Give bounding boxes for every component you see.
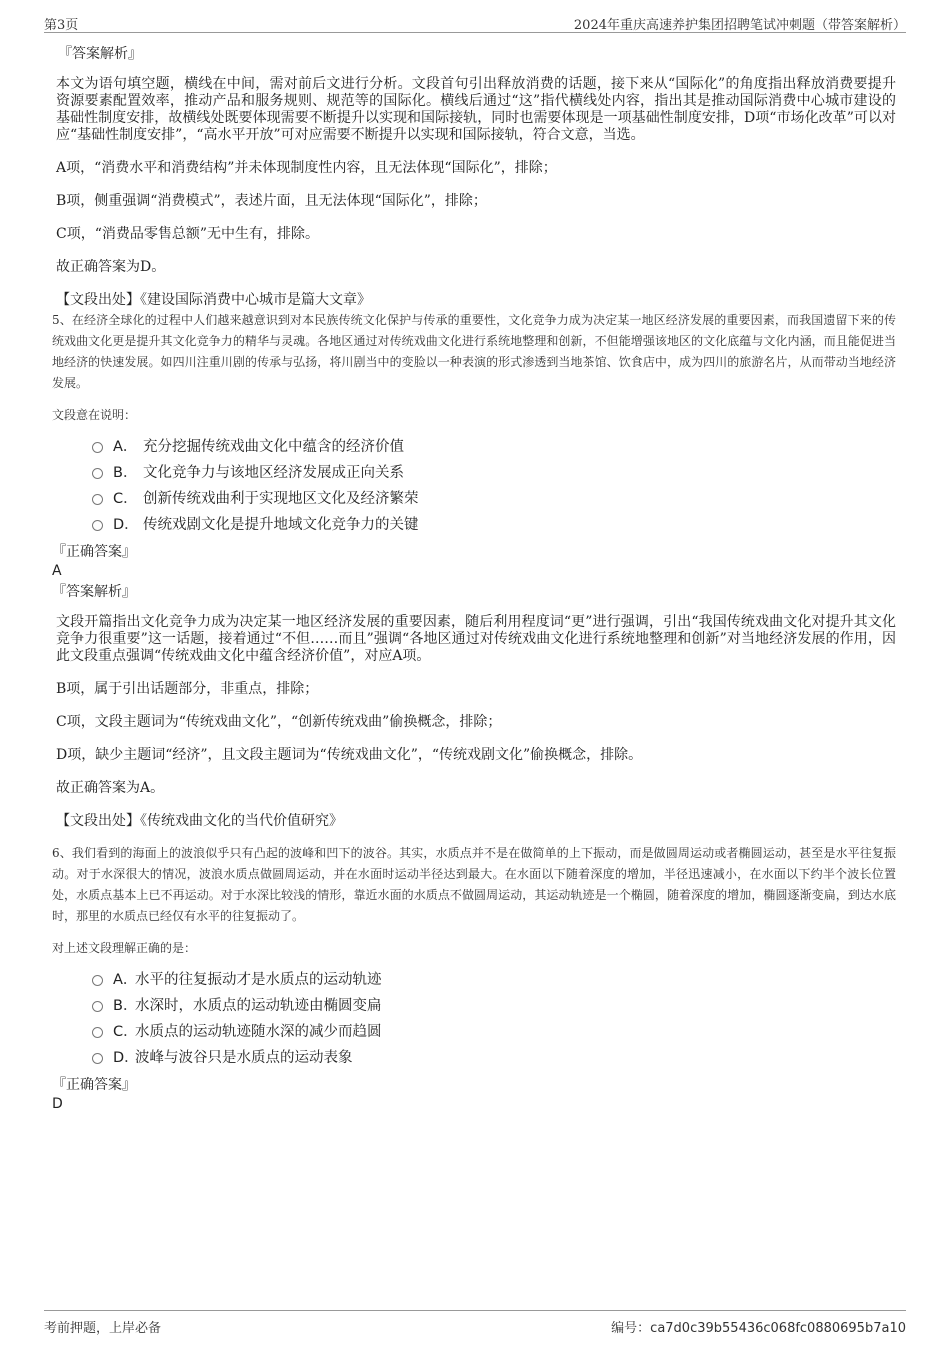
analysis-item: C项，文段主题词为“传统戏曲文化”，“创新传统戏曲”偷换概念，排除；: [56, 714, 502, 730]
analysis-item: D项，缺少主题词“经济”，且文段主题词为“传统戏曲文化”，“传统戏剧文化”偷换概念，排除。: [56, 747, 643, 763]
page-header: [44, 12, 906, 33]
footer-slogan: 考前押题，上岸必备: [44, 1321, 162, 1336]
analysis-item: C项，“消费品零售总额”无中生有，排除。: [56, 226, 320, 242]
question-5: [52, 310, 896, 831]
options-list: [52, 434, 896, 538]
analysis-conclusion: 故正确答案为A。: [56, 780, 165, 796]
analysis-text: 文段开篇指出文化竞争力成为决定某一地区经济发展的重要因素，随后利用程度词“更”进行强调，引出“我国传统戏曲文化对提升其文化竞争力很重要”这一话题，接着通过“不但……而且”强调“各地区通过对传统戏曲文化进行系统地整理和创新”对当地经济发展的作用，因此文段重点强调“传统戏曲文化中蕴含经济价值”，对应A项。: [56, 614, 896, 664]
radio-button-icon[interactable]: [92, 494, 103, 505]
option-c[interactable]: C． 水质点的运动轨迹随水深的减少而趋圆: [92, 1019, 896, 1045]
radio-button-icon[interactable]: [92, 468, 103, 479]
option-b[interactable]: B． 文化竞争力与该地区经济发展成正向关系: [92, 460, 896, 486]
page-number: 第3页: [44, 18, 79, 33]
radio-button-icon[interactable]: [92, 1027, 103, 1038]
option-a[interactable]: A． 水平的往复振动才是水质点的运动轨迹: [92, 967, 896, 993]
document-id: 编号：ca7d0c39b55436c068fc0880695b7a10: [611, 1321, 906, 1336]
question-text: 5、在经济全球化的过程中人们越来越意识到对本民族传统文化保护与传承的重要性，文化竞争力成为决定某一地区经济发展的重要因素，而我国遗留下来的传统戏曲文化更是提升其文化竞争力的精华与灵魂。各地区通过对传统戏曲文化进行系统地整理和创新，不但能增强该地区的文化底蕴与文化内涵，而且能促进当地经济的快速发展。如四川注重川剧的传承与弘扬，将川剧当中的变脸以一种表演的形式渗透到当地茶馆、饮食店中，成为四川的旅游名片，从而带动当地经济发展。: [52, 313, 896, 390]
analysis-label: 『答案解析』: [52, 584, 136, 600]
option-b[interactable]: B． 水深时，水质点的运动轨迹由椭圆变扁: [92, 993, 896, 1019]
radio-button-icon[interactable]: [92, 520, 103, 531]
question-prompt: 文段意在说明：: [52, 408, 137, 422]
question-text: 6、我们看到的海面上的波浪似乎只有凸起的波峰和凹下的波谷。其实，水质点并不是在做简单的上下振动，而是做圆周运动或者椭圆运动，甚至是水平往复振动。对于水深很大的情况，波浪水质点做圆周运动，并在水面时运动半径达到最大。在水面以下随着深度的增加，半径迅速减小，在水面以下约半个波长位置处，水质点基本上已不再运动。对于水深比较浅的情形，靠近水面的水质点不做圆周运动，其运动轨迹是一个椭圆，随着深度的增加，椭圆逐渐变扁，到达水底时，那里的水质点已经仅有水平的往复振动了。: [52, 846, 896, 923]
correct-answer-label: 『正确答案』: [52, 544, 136, 560]
option-d[interactable]: D． 波峰与波谷只是水质点的运动表象: [92, 1045, 896, 1071]
options-list: [52, 967, 896, 1071]
analysis-label: 『答案解析』: [58, 46, 142, 62]
radio-button-icon[interactable]: [92, 975, 103, 986]
page-content: [52, 44, 896, 1113]
analysis-item: A项，“消费水平和消费结构”并未体现制度性内容，且无法体现“国际化”，排除；: [56, 160, 557, 176]
option-d[interactable]: D． 传统戏剧文化是提升地域文化竞争力的关键: [92, 512, 896, 538]
analysis-conclusion: 故正确答案为D。: [56, 259, 166, 275]
document-title: 2024年重庆高速养护集团招聘笔试冲刺题（带答案解析）: [573, 18, 906, 33]
question-prompt: 对上述文段理解正确的是：: [52, 941, 197, 955]
radio-button-icon[interactable]: [92, 1001, 103, 1012]
q4-analysis-section: [56, 44, 896, 310]
question-6: [52, 843, 896, 1113]
source-citation: 【文段出处】《建设国际消费中心城市是篇大文章》: [56, 292, 371, 308]
correct-answer: D: [52, 1096, 63, 1112]
correct-answer-label: 『正确答案』: [52, 1077, 136, 1093]
analysis-item: B项，侧重强调“消费模式”，表述片面，且无法体现“国际化”，排除；: [56, 193, 487, 209]
analysis-item: B项，属于引出话题部分，非重点，排除；: [56, 681, 319, 697]
correct-answer: A: [52, 563, 62, 579]
radio-button-icon[interactable]: [92, 1053, 103, 1064]
option-c[interactable]: C． 创新传统戏曲利于实现地区文化及经济繁荣: [92, 486, 896, 512]
source-citation: 【文段出处】《传统戏曲文化的当代价值研究》: [56, 813, 343, 829]
page-footer: [44, 1310, 906, 1341]
radio-button-icon[interactable]: [92, 442, 103, 453]
option-a[interactable]: A． 充分挖掘传统戏曲文化中蕴含的经济价值: [92, 434, 896, 460]
analysis-text: 本文为语句填空题，横线在中间，需对前后文进行分析。文段首句引出释放消费的话题，接下来从“国际化”的角度指出释放消费要提升资源要素配置效率，推动产品和服务规则、规范等的国际化。横线后通过“这”指代横线处内容，指出其是推动国际消费中心城市建设的基础性制度安排，故横线处既要体现需要不断提升以实现和国际接轨，同时也需要体现是一项基础性制度安排，D项“市场化改革”可以对应“基础性制度安排”，“高水平开放”可对应需要不断提升以实现和国际接轨，符合文意，当选。: [56, 76, 896, 143]
